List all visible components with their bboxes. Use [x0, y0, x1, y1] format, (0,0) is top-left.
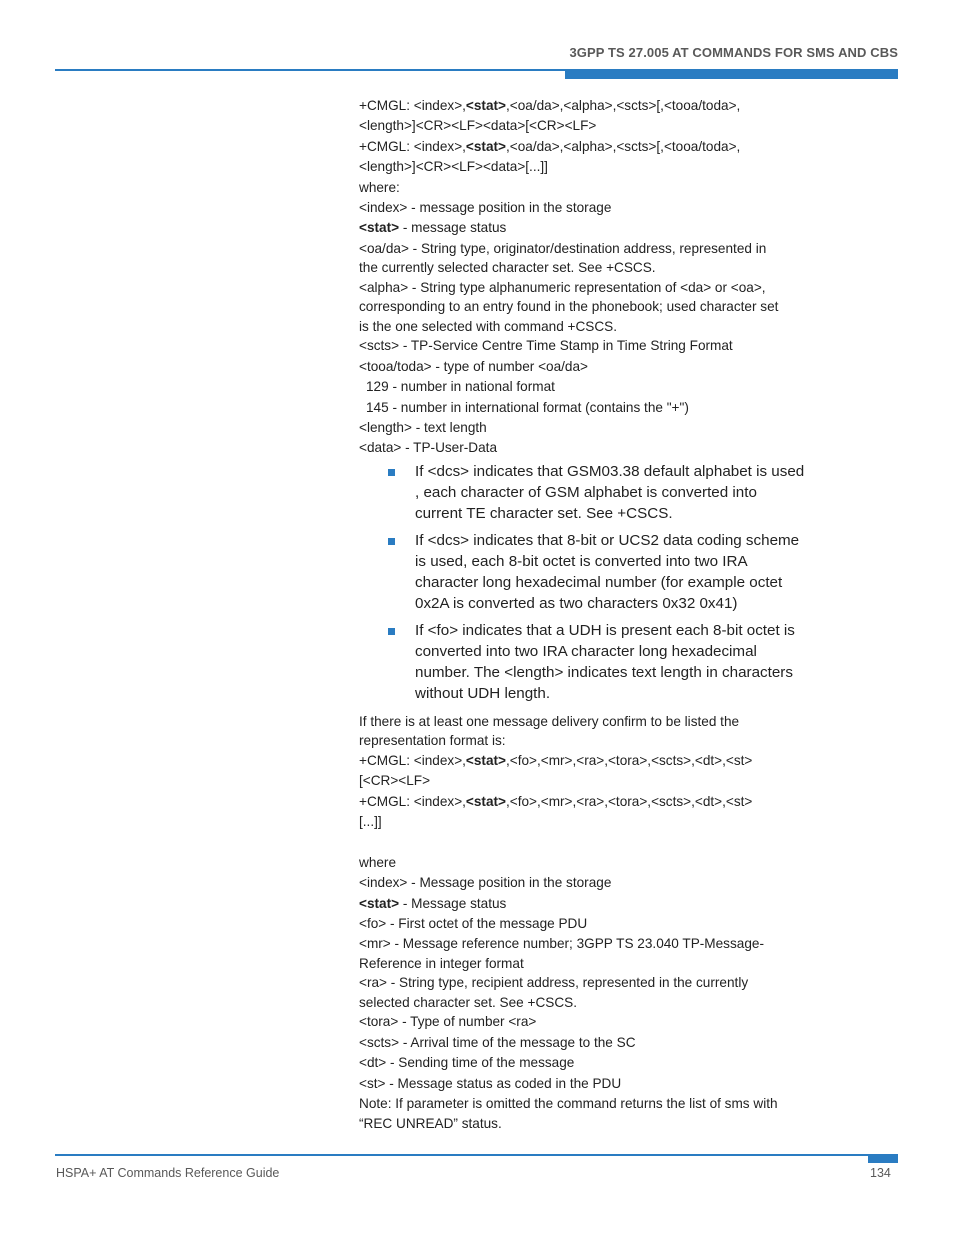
square-bullet-icon: [388, 469, 395, 476]
syntax-line: +CMGL: <index>,<stat>,<fo>,<mr>,<ra>,<tora>,<scts>,<dt>,<st>: [359, 793, 753, 809]
syntax-line: <length>]<CR><LF><data>[<CR><LF>: [359, 118, 597, 134]
footer-doc-title: HSPA+ AT Commands Reference Guide: [56, 1166, 280, 1180]
header-accent-tab: [565, 71, 898, 79]
param-st: <st> - Message status as coded in the PDU: [359, 1075, 622, 1091]
syntax-line: +CMGL: <index>,<stat>,<oa/da>,<alpha>,<scts>[,<tooa/toda>,: [359, 98, 741, 113]
syntax-line: +CMGL: <index>,<stat>,<oa/da>,<alpha>,<scts>[,<tooa/toda>,: [359, 138, 741, 154]
param-data: <data> - TP-User-Data: [359, 440, 498, 456]
param-mr: <mr> - Message reference number; 3GPP TS 23.040 TP-Message- Reference in integer format: [359, 936, 764, 971]
param-tooa-toda: <tooa/toda> - type of number <oa/da>: [359, 358, 588, 374]
param-index: <index> - Message position in the storage: [359, 875, 612, 891]
square-bullet-icon: [388, 538, 395, 545]
param-scts: <scts> - Arrival time of the message to the SC: [359, 1034, 636, 1050]
body-content: [359, 96, 819, 1133]
list-item: If <dcs> indicates that GSM03.38 default alphabet is used , each character of GSM alphabet is converted into current TE character set. See +CSCS.: [359, 461, 819, 524]
list-item: If <dcs> indicates that 8-bit or UCS2 data coding scheme is used, each 8-bit octet is converted into two IRA character long hexadecimal number (for example octet 0x2A is converted as two characters 0x32 0x41): [359, 530, 819, 614]
where-label: where:: [359, 179, 400, 195]
note: Note: If parameter is omitted the command returns the list of sms with “REC UNREAD” status.: [359, 1096, 778, 1131]
param-ra: <ra> - String type, recipient address, represented in the currently selected character set. See +CSCS.: [359, 975, 749, 1010]
where-label: where: [359, 854, 397, 870]
syntax-line: +CMGL: <index>,<stat>,<fo>,<mr>,<ra>,<tora>,<scts>,<dt>,<st>: [359, 752, 753, 768]
header-title: 3GPP TS 27.005 AT COMMANDS FOR SMS AND CBS: [569, 45, 898, 60]
page-number: 134: [870, 1166, 891, 1180]
param-fo: <fo> - First octet of the message PDU: [359, 916, 588, 932]
square-bullet-icon: [388, 628, 395, 635]
data-bullet-list: [359, 461, 819, 704]
param-oa-da: <oa/da> - String type, originator/destination address, represented in the currently selected character set. See +CSCS.: [359, 240, 767, 276]
param-scts: <scts> - TP-Service Centre Time Stamp in Time String Format: [359, 338, 733, 354]
syntax-line: [<CR><LF>: [359, 773, 431, 789]
footer-rule: [55, 1154, 898, 1156]
param-tora: <tora> - Type of number <ra>: [359, 1014, 537, 1030]
param-index: <index> - message position in the storage: [359, 200, 612, 216]
footer-accent-tab: [868, 1155, 898, 1163]
param-stat: <stat> - message status: [359, 220, 507, 236]
syntax-line: <length>]<CR><LF><data>[...]]: [359, 159, 548, 175]
value-145: 145 - number in international format (contains the "+"): [366, 399, 689, 415]
param-stat: <stat> - Message status: [359, 895, 507, 911]
value-129: 129 - number in national format: [366, 379, 555, 395]
param-alpha: <alpha> - String type alphanumeric representation of <da> or <oa>, corresponding to an entry found in the phonebook; used character set is the one selected with command +CSCS.: [359, 279, 779, 334]
syntax-line: [...]]: [359, 814, 382, 829]
param-dt: <dt> - Sending time of the message: [359, 1055, 575, 1071]
confirm-intro: If there is at least one message delivery confirm to be listed the representation format is:: [359, 713, 740, 749]
list-item: If <fo> indicates that a UDH is present each 8-bit octet is converted into two IRA character long hexadecimal number. The <length> indicates text length in characters without UDH length.: [359, 620, 819, 704]
param-length: <length> - text length: [359, 419, 487, 435]
